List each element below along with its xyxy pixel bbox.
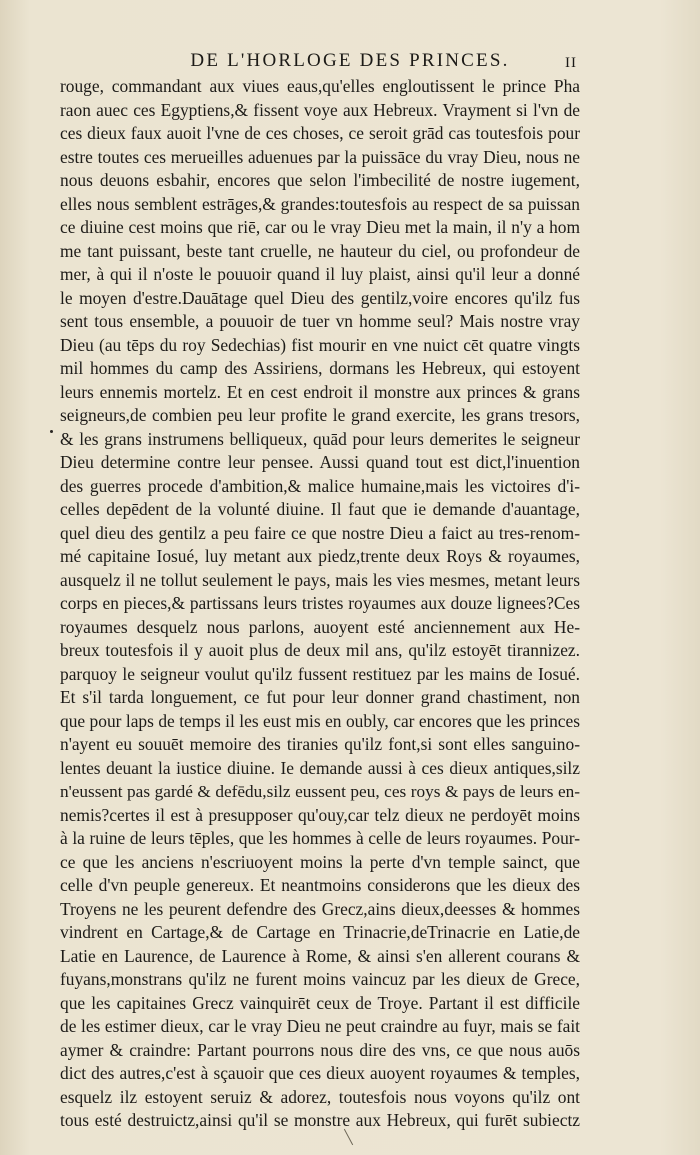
- text-line: nemis?certes il est à presupposer qu'ouy,car telz dieux ne perdoyēt moins: [60, 804, 580, 825]
- text-line: ces dieux faux auoit l'vne de ces choses, ce seroit grād cas toutesfois pour: [60, 123, 580, 143]
- text-line: celle d'vn peuple genereux. Et neantmoins considerons que les dieux des: [60, 875, 580, 895]
- margin-dot: [50, 430, 53, 433]
- text-line: dict des autres,c'est à sçauoir que ces dieux auoyent royaumes & temples,: [60, 1063, 580, 1083]
- text-line: nous deuons esbahir, encores que selon l'imbecilité de nostre iugement,: [60, 170, 580, 190]
- text-line: royaumes desquelz nous parlons, auoyent esté anciennement aux He-: [60, 616, 580, 637]
- running-head: DE L'HORLOGE DES PRINCES.: [190, 50, 510, 71]
- text-line: sent tous ensemble, a pouuoir de tuer vn homme seul? Mais nostre vray: [60, 311, 580, 331]
- text-line: leurs ennemis mortelz. Et en cest endroit il monstre aux princes & grans: [60, 381, 580, 402]
- text-line: ausquelz il ne tollut seulement le pays, mais les vies mesmes, metant leurs: [60, 569, 580, 590]
- text-line: & les grans instrumens belliqueux, quād pour leurs demerites le seigneur: [60, 428, 580, 449]
- text-line: que pour laps de temps il les eust mis en oubly, car encores que les princes: [60, 710, 580, 731]
- text-line: ce diuine cest moins que riē, car ou le vray Dieu met la main, il n'y a hom: [60, 217, 580, 237]
- text-line: Dieu determine contre leur pensee. Aussi quand tout est dict,l'inuention: [60, 452, 580, 472]
- text-line: ce que les anciens n'escriuoyent moins la perte d'vn temple sainct, que: [60, 851, 580, 872]
- text-line: Dieu (au tēps du roy Sedechias) fist mourir en vne nuict cēt quatre vingts: [60, 334, 580, 355]
- text-line: mil hommes du camp des Assiriens, dormans les Hebreux, qui estoyent: [60, 358, 580, 378]
- text-line: breux toutesfois il y auoit plus de deux mil ans, qu'ilz estoyēt tirannizez.: [60, 640, 580, 660]
- text-line: estre toutes ces merueilles aduenues par la puissāce du vray Dieu, nous ne: [60, 146, 580, 167]
- text-line: celles depēdent de la volunté diuine. Il faut que ie demande d'auantage,: [60, 499, 580, 519]
- text-line: des guerres procede d'ambition,& malice humaine,mais les victoires d'i-: [60, 475, 580, 496]
- text-line: mé capitaine Iosué, luy metant aux piedz,trente deux Roys & royaumes,: [60, 546, 580, 566]
- text-line: raon auec ces Egyptiens,& fissent voye aux Hebreux. Vrayment si l'vn de: [60, 99, 580, 120]
- text-line: aymer & craindre: Partant pourrons nous dire des vns, ce que nous auōs: [60, 1039, 580, 1060]
- text-line: Latie en Laurence, de Laurence à Rome, & ainsi s'en allerent courans &: [60, 945, 580, 966]
- text-line: tous esté destruictz,ainsi qu'il se monstre aux Hebreux, qui furēt subiectz: [60, 1110, 580, 1130]
- text-line: rouge, commandant aux viues eaus,qu'elles engloutissent le prince Pha: [60, 76, 580, 96]
- text-line: parquoy le seigneur voulut qu'ilz fussent restituez par les mains de Iosué.: [60, 663, 580, 684]
- text-line: elles nous semblent estrāges,& grandes:toutesfois au respect de sa puissan: [60, 193, 580, 214]
- text-line: quel dieu des gentilz a peu faire ce que nostre Dieu a faict au tres-renom-: [60, 522, 580, 543]
- text-line: n'ayent eu souuēt memoire des tiranies qu'ilz font,si sont elles sanguino-: [60, 734, 580, 754]
- text-line: Troyens ne les peurent defendre des Grecz,ains dieux,deesses & hommes: [60, 898, 580, 919]
- text-line: mer, à qui il n'oste le pouuoir quand il luy plaist, ainsi qu'il leur a donné: [60, 264, 580, 284]
- text-line: me tant puissant, beste tant cruelle, ne hauteur du ciel, ou profondeur de: [60, 240, 580, 261]
- text-line: à la ruine de leurs tēples, que les hommes à celle de leurs royaumes. Pour-: [60, 828, 580, 848]
- page-number: II: [565, 55, 577, 71]
- text-line: le moyen d'estre.Dauātage quel Dieu des gentilz,voire encores qu'ilz fus: [60, 287, 580, 308]
- text-line: de les estimer dieux, car le vray Dieu ne peut craindre au fuyr, mais se fait: [60, 1016, 580, 1036]
- text-line: Et s'il tarda longuement, ce fut pour leur donner grand chastiment, non: [60, 687, 580, 707]
- text-line: esquelz ilz estoyent seruiz & adorez, toutesfois nous voyons qu'ilz ont: [60, 1086, 580, 1107]
- body-text: [60, 75, 580, 1133]
- text-line: n'eussent pas gardé & defēdu,silz eussent peu, ces roys & pays de leurs en-: [60, 782, 580, 801]
- text-line: que les capitaines Grecz vainquirēt ceux de Troye. Partant il est difficile: [60, 992, 580, 1013]
- text-line: seigneurs,de combien peu leur profite le grand exercite, les grans tresors,: [60, 405, 580, 425]
- text-line: lentes deuant la iustice diuine. Ie demande aussi à ces dieux antiques,silz: [60, 757, 580, 778]
- text-line: corps en pieces,& partissans leurs tristes royaumes aux douze lignees?Ces: [60, 593, 580, 613]
- text-line: vindrent en Cartage,& de Cartage en Trinacrie,deTrinacrie en Latie,de: [60, 922, 580, 942]
- text-line: fuyans,monstrans qu'ilz ne furent moins vaincuz par les dieux de Grece,: [60, 969, 580, 989]
